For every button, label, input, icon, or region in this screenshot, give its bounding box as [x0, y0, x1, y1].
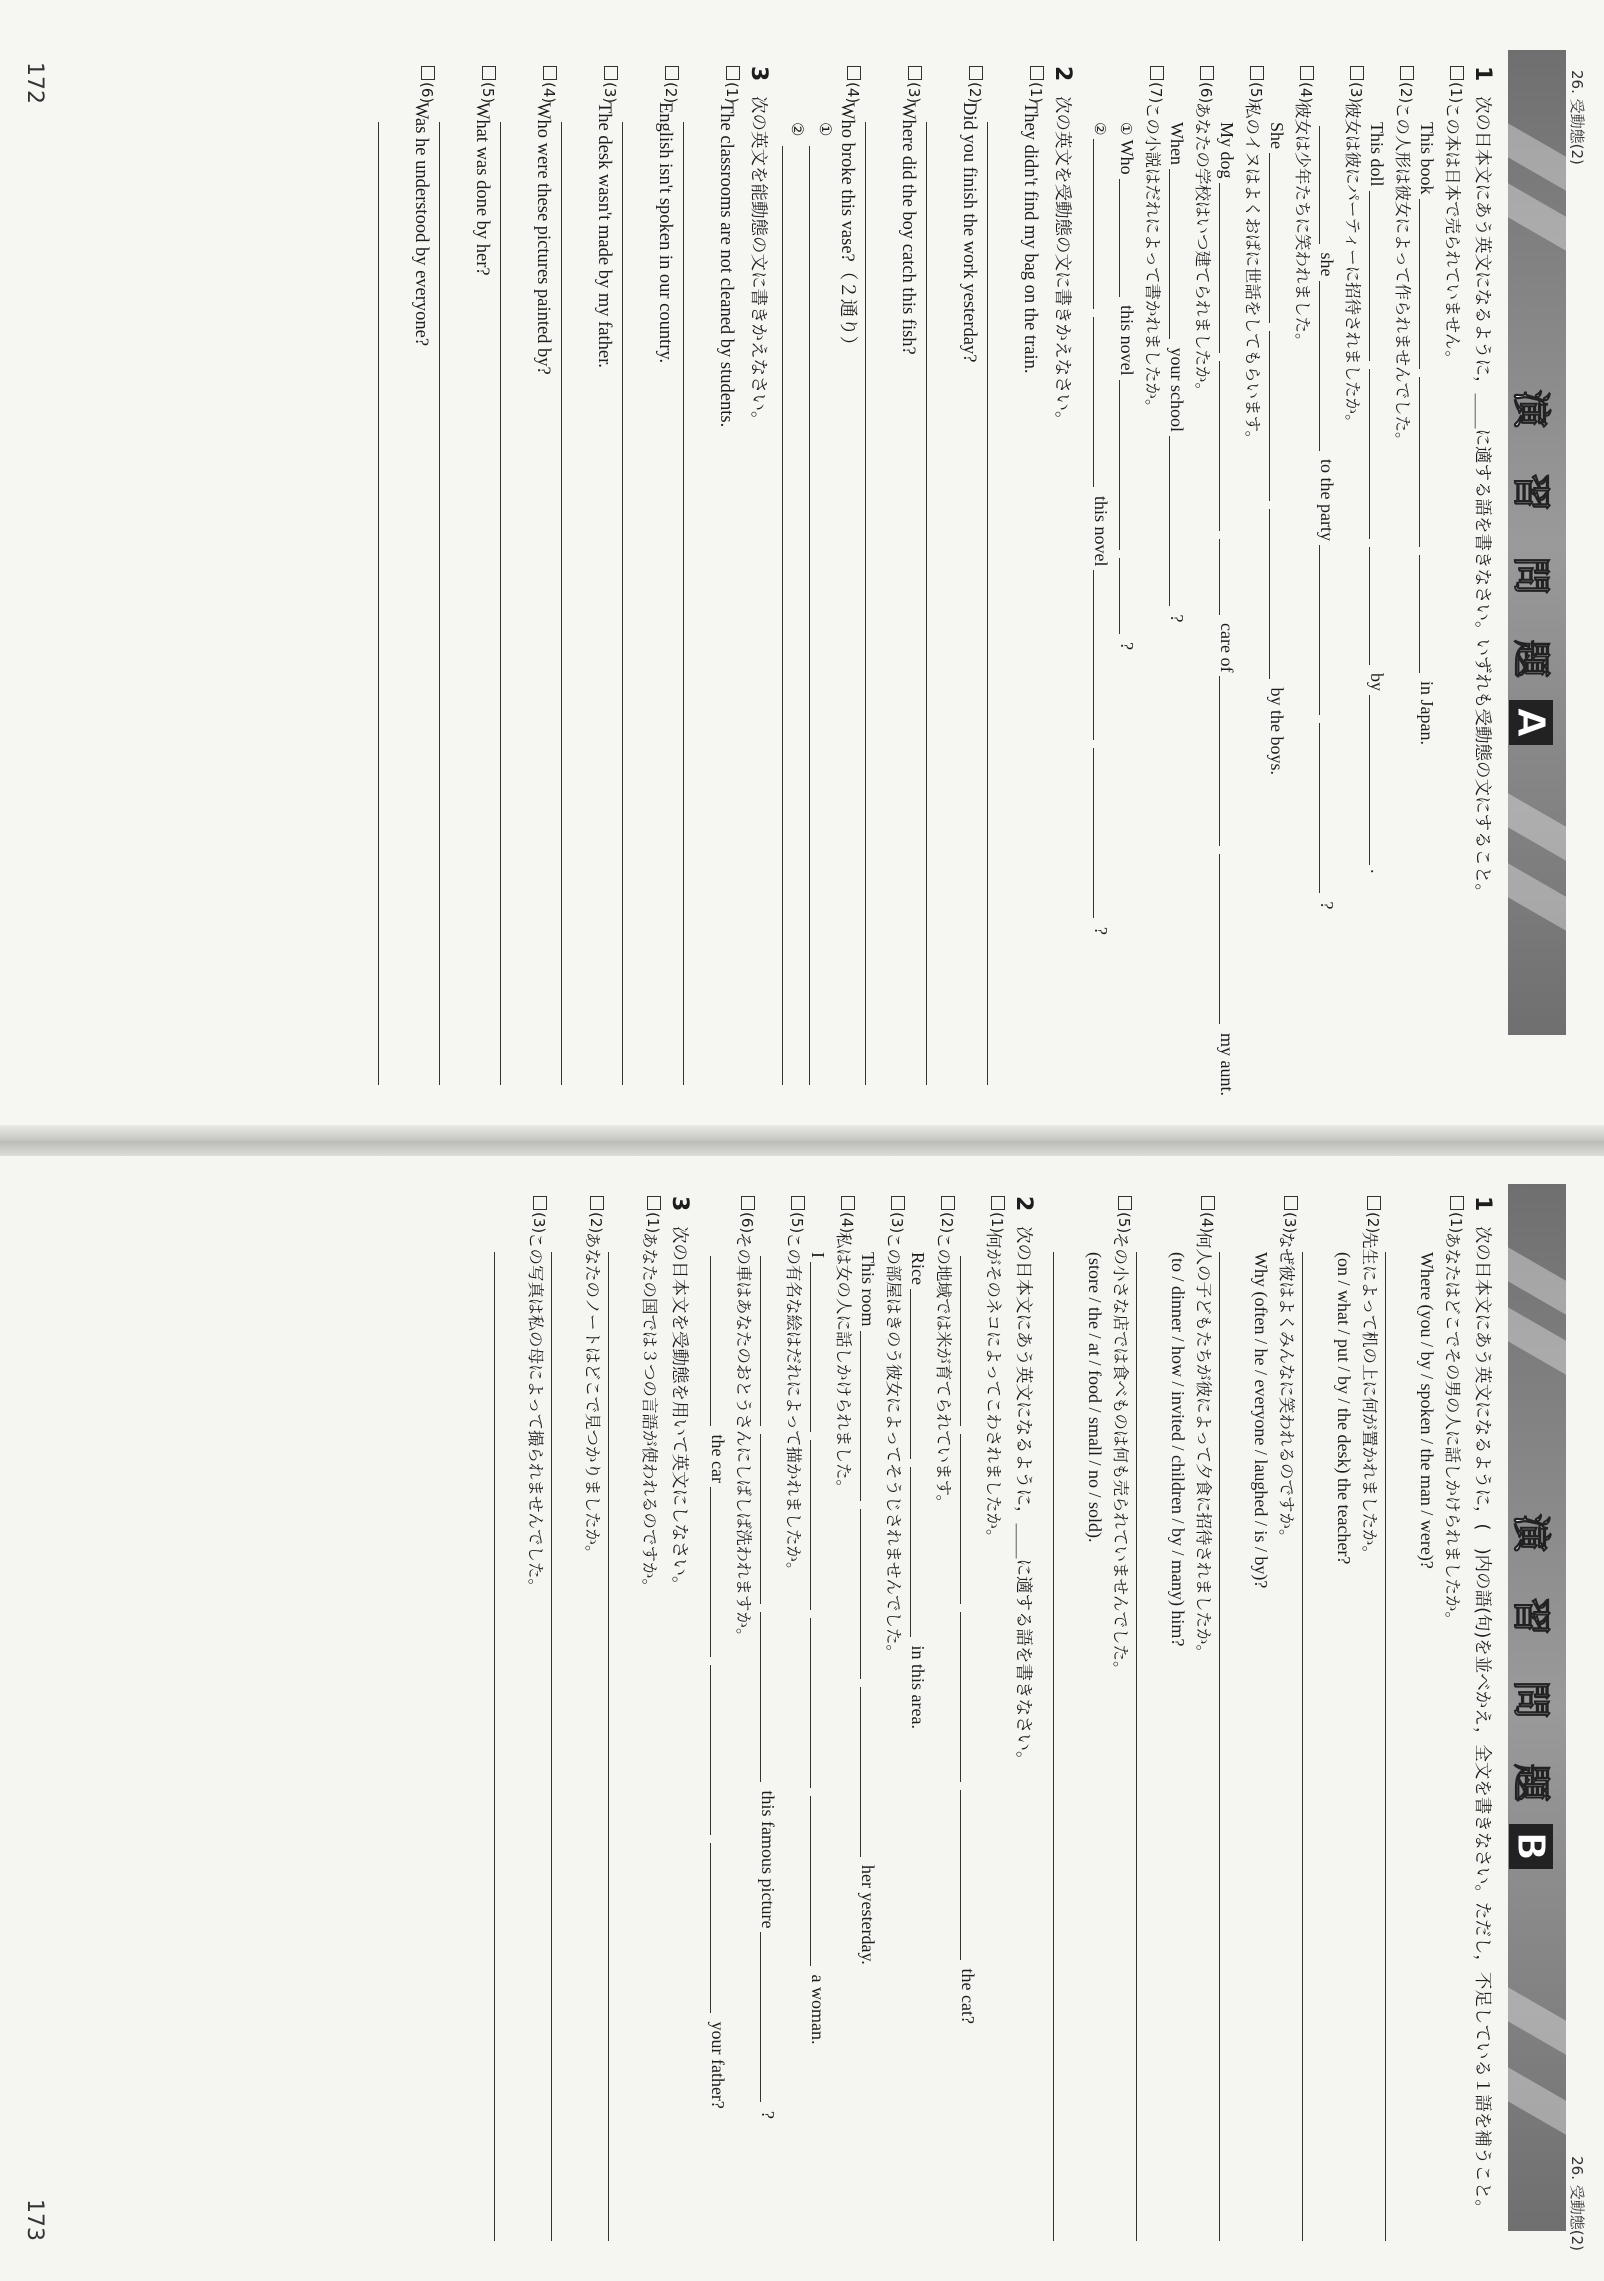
section-number: 3 [667, 1196, 692, 1212]
answer-line[interactable] [622, 122, 651, 1085]
answer-blank[interactable] [860, 1509, 877, 1679]
answer-blank[interactable] [1093, 317, 1110, 487]
exercise-item: (7) この小説はだれによって書かれましたか。 ① Who this novel ? ② this novel ? [1088, 66, 1164, 1085]
exercise-item: (5) この有名な絵はだれによって描かれましたか。 this famous picture ? [755, 1196, 805, 2241]
exercise-item: (6) その車はあなたのおとうさんにしばしば洗われますか。 the car your father? [705, 1196, 755, 2241]
answer-line[interactable] [683, 122, 712, 1085]
answer-blank[interactable] [710, 1256, 727, 1426]
answer-blank[interactable] [1219, 361, 1236, 531]
running-head: 26. 受動態(2) [1568, 2156, 1586, 2251]
banner-badge: B [1509, 1824, 1553, 1869]
answer-blank[interactable] [1169, 169, 1186, 339]
section-3-instruction: 3 次の英文を能動態の文に書きかえなさい。 [746, 66, 771, 429]
section-number: 1 [1470, 1196, 1495, 1212]
exercise-item: (1) They didn't find my bag on the train. [987, 66, 1044, 1085]
answer-blank[interactable] [1093, 748, 1110, 918]
exercise-item: (1) 何がそのネコによってこわされましたか。 the cat? [955, 1196, 1005, 2241]
exercise-item: (4) 彼女は少年たちに笑われました。 She by the boys. [1264, 66, 1314, 1085]
answer-line[interactable] [561, 122, 590, 1085]
exercise-item: (3) 彼女は彼にパーティーに招待されましたか。 she to the party ? [1314, 66, 1364, 1085]
answer-line[interactable] [439, 122, 468, 1085]
answer-blank[interactable] [1369, 695, 1386, 865]
exercise-item: (2) 先生によって机の上に何が置かれましたか。 (on / what / put / by / the desk) the teacher? [1302, 1196, 1381, 2241]
answer-blank[interactable] [710, 1665, 727, 1835]
answer-blank[interactable] [1119, 380, 1136, 550]
exercise-item: (1) この本は日本で売られていません。 This book in Japan. [1414, 66, 1464, 1085]
answer-blank[interactable] [1219, 183, 1236, 353]
exercise-item: (6) Was he understood by everyone? [378, 66, 435, 1085]
answer-blank[interactable] [1319, 126, 1336, 244]
answer-blank[interactable] [960, 1434, 977, 1604]
exercise-item: (2) あなたのノートはどこで見つかりましたか。 [551, 1196, 604, 2241]
page-number: 172 [22, 62, 47, 104]
answer-blank[interactable] [760, 1434, 777, 1604]
answer-line[interactable] [1053, 1252, 1082, 2241]
answer-blank[interactable] [810, 1262, 827, 1432]
exercise-item: (5) What was done by her? [439, 66, 496, 1085]
answer-blank[interactable] [1093, 570, 1110, 740]
exercise-banner-b [1508, 1184, 1566, 2231]
answer-blank[interactable] [960, 1256, 977, 1426]
left-page [0, 0, 1604, 1125]
answer-line[interactable] [865, 122, 894, 1085]
exercise-item: (5) 私のイヌはよくおばに世話をしてもらいます。 My dog care of my aunt. [1214, 66, 1264, 1085]
section-3-instruction: 3 次の日本文を受動態を用いて英文にしなさい。 [667, 1196, 692, 1594]
answer-blank[interactable] [910, 1289, 927, 1459]
answer-line[interactable] [987, 122, 1016, 1085]
answer-line[interactable] [378, 122, 407, 1085]
exercise-item: (1) あなたの国では３つの言語が使われるのですか。 [608, 1196, 661, 2241]
section-number: 3 [746, 66, 771, 82]
answer-blank[interactable] [1269, 153, 1286, 323]
exercise-item: (6) あなたの学校はいつ建てられましたか。 When your school ? [1164, 66, 1214, 1085]
answer-blank[interactable] [710, 1843, 727, 2013]
section-2-instruction: 2 次の英文を受動態の文に書きかえなさい。 [1050, 66, 1075, 429]
exercise-item: (2) この人形は彼女によって作られませんでした。 This doll by. [1364, 66, 1414, 1085]
section-2-instruction: 2 次の日本文にあう英文になるように，＿＿に適する語を書きなさい。 [1011, 1196, 1036, 1769]
answer-blank[interactable] [1119, 179, 1136, 297]
section-number: 1 [1470, 66, 1495, 82]
running-head: 26. 受動態(2) [1568, 70, 1586, 165]
page-number: 173 [22, 2199, 47, 2241]
answer-line[interactable] [500, 122, 529, 1085]
answer-blank[interactable] [810, 1440, 827, 1610]
exercise-item: (4) 私は女の人に話しかけられました。 I a woman. [805, 1196, 855, 2241]
exercise-item: (4) 何人の子どもたちが彼によって夕食に招待されましたか。 (to / dinner / how / invited / children / by / many) him? [1136, 1196, 1215, 2241]
exercise-item: (3) なぜ彼はよくみんなに笑われるのですか。 Why (often / he / everyone / laughed / is / by)? [1219, 1196, 1298, 2241]
answer-blank[interactable] [810, 1796, 827, 1966]
answer-blank[interactable] [1219, 854, 1236, 1024]
exercise-item: (2) Did you finish the work yesterday? [926, 66, 983, 1085]
section-1-instruction: 1 次の日本文にあう英文になるように，( )内の語(句)を並べかえ，全文を書きなさい。ただし，不足している１語を補うこと。 [1470, 1196, 1495, 2217]
answer-line[interactable] [551, 1252, 580, 2241]
right-content [490, 1196, 1494, 2241]
exercise-item: (2) English isn't spoken in our country. [622, 66, 679, 1085]
answer-line[interactable] [1219, 1252, 1248, 2241]
exercise-item: (4) Who were these pictures painted by? [500, 66, 557, 1085]
exercise-item: (1) あなたはどこでその男の人に話しかけられましたか。 Where (you / by / spoken / the man / were)? [1385, 1196, 1464, 2241]
answer-blank[interactable] [810, 1618, 827, 1788]
exercise-item: (1) The classrooms are not cleaned by students. [683, 66, 740, 1085]
left-content [374, 66, 1495, 1096]
answer-line[interactable] [608, 1252, 637, 2241]
answer-blank[interactable] [1369, 547, 1386, 665]
answer-line[interactable] [1302, 1252, 1331, 2241]
exercise-item: (3) Where did the boy catch this fish? [865, 66, 922, 1085]
exercise-banner-a [1508, 50, 1566, 1035]
answer-blank[interactable] [1419, 377, 1436, 547]
banner-badge: A [1509, 700, 1553, 745]
answer-blank[interactable] [960, 1790, 977, 1960]
banner-title: 演 習 問 題A [1507, 390, 1562, 745]
answer-blank[interactable] [860, 1331, 877, 1501]
answer-line[interactable] [494, 1252, 523, 2241]
section-number: 2 [1050, 66, 1075, 82]
answer-blank[interactable] [910, 1467, 927, 1637]
right-page [0, 1156, 1604, 2281]
exercise-item: (5) その小さな店では食べものは何も売られていませんでした。 (store / the / at / food / small / no / sold). [1053, 1196, 1132, 2241]
answer-blank[interactable] [1369, 369, 1386, 539]
exercise-item: (3) The desk wasn't made by my father. [561, 66, 618, 1085]
exercise-item: (4) Who broke this vase?（２通り） ① ② [782, 66, 861, 1085]
answer-blank[interactable] [1219, 676, 1236, 846]
answer-blank[interactable] [1269, 331, 1286, 501]
section-number: 2 [1011, 1196, 1036, 1212]
answer-blank[interactable] [860, 1687, 877, 1857]
answer-blank[interactable] [1169, 436, 1186, 606]
answer-line[interactable] [1385, 1252, 1414, 2241]
answer-blank[interactable] [760, 1932, 777, 2102]
exercise-item: (2) この地域では米が育てられています。 Rice in this area. [905, 1196, 955, 2241]
answer-blank[interactable] [960, 1612, 977, 1782]
section-1-instruction: 1 次の日本文にあう英文になるように，＿＿に適する語を書きなさい。いずれも受動態の文にすること。 [1470, 66, 1495, 901]
answer-blank[interactable] [760, 1612, 777, 1782]
answer-line[interactable] [926, 122, 955, 1085]
answer-blank[interactable] [1319, 281, 1336, 451]
answer-blank[interactable] [760, 1256, 777, 1426]
answer-line[interactable] [1136, 1252, 1165, 2241]
answer-blank[interactable] [1119, 558, 1136, 634]
answer-blank[interactable] [1319, 545, 1336, 715]
exercise-item: (3) この写真は私の母によって撮られませんでした。 [494, 1196, 547, 2241]
answer-blank[interactable] [1093, 139, 1110, 309]
book-gutter [0, 1125, 1604, 1156]
answer-blank[interactable] [1369, 191, 1386, 361]
answer-blank[interactable] [1219, 539, 1236, 615]
answer-blank[interactable] [710, 1487, 727, 1657]
answer-blank[interactable] [1319, 723, 1336, 893]
exercise-item: (3) この部屋はきのう彼女によってそうじされませんでした。 This room her yesterday. [855, 1196, 905, 2241]
banner-title: 演 習 問 題B [1507, 1514, 1562, 1869]
answer-blank[interactable] [1419, 555, 1436, 673]
answer-blank[interactable] [1269, 509, 1286, 679]
answer-blank[interactable] [1419, 199, 1436, 369]
